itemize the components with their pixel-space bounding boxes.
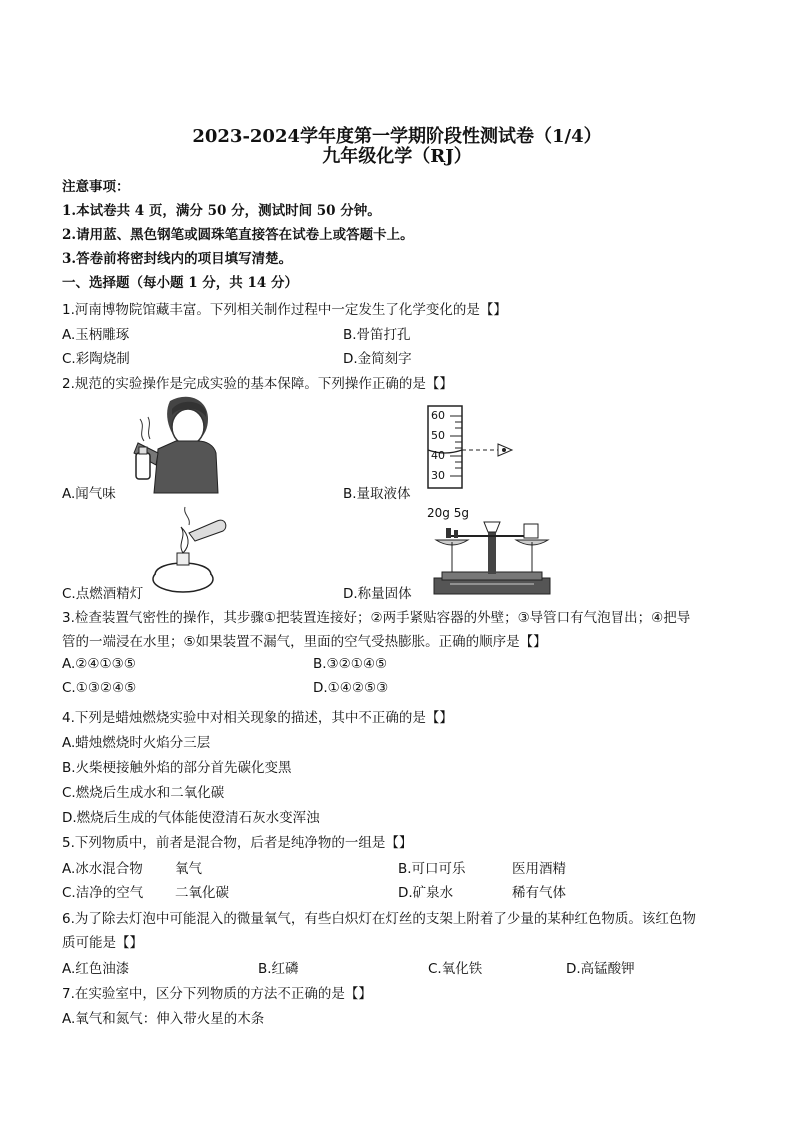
q6-stem-line1: 6.为了除去灯泡中可能混入的微量氧气，有些白炽灯在灯丝的支架上附着了少量的某种红色物质。该红色物 [62,911,696,927]
q7-option-a: A.氧气和氮气：伸入带火星的木条 [62,1011,265,1027]
q5-option-b-second: 医用酒精 [512,861,566,877]
balance-weights-label: 20g 5g [427,506,469,520]
cylinder-tick-40: 40 [431,449,445,462]
q3-option-b: B.③②①④⑤ [313,656,388,672]
q2-option-b: B.量取液体 [343,486,411,502]
q5-option-d-second: 稀有气体 [512,885,566,901]
q3-stem-line1: 3.检查装置气密性的操作，其步骤①把装置连接好；②两手紧贴容器的外壁；③导管口有气泡冒出；④把导 [62,610,691,626]
q7-stem: 7.在实验室中，区分下列物质的方法不正确的是【】 [62,986,372,1002]
q1-stem: 1.河南博物院馆藏丰富。下列相关制作过程中一定发生了化学变化的是【】 [62,302,507,318]
balance-figure [430,514,554,596]
q6-stem-line2: 质可能是【】 [62,935,143,951]
q2-stem: 2.规范的实验操作是完成实验的基本保障。下列操作正确的是【】 [62,376,453,392]
q1-option-a: A.玉柄雕琢 [62,327,130,343]
q1-option-b: B.骨笛打孔 [343,327,411,343]
cylinder-tick-30: 30 [431,469,445,482]
q5-option-b: B.可口可乐 [398,861,466,877]
note-item-2: 2.请用蓝、黑色钢笔或圆珠笔直接答在试卷上或答题卡上。 [62,227,414,243]
note-item-3: 3.答卷前将密封线内的项目填写清楚。 [62,251,293,267]
q2-option-a: A.闻气味 [62,486,116,502]
q3-option-c: C.①③②④⑤ [62,680,137,696]
q5-option-a-second: 氧气 [175,861,202,877]
q1-option-c: C.彩陶烧制 [62,351,130,367]
q6-option-a: A.红色油漆 [62,961,130,977]
q4-option-a: A.蜡烛燃烧时火焰分三层 [62,735,211,751]
smelling-gas-figure [128,393,224,497]
q4-stem: 4.下列是蜡烛燃烧实验中对相关现象的描述，其中不正确的是【】 [62,710,453,726]
q5-option-d: D.矿泉水 [398,885,454,901]
q6-option-b: B.红磷 [258,961,299,977]
alcohol-lamp-figure [145,503,230,595]
q3-stem-line2: 管的一端浸在水里；⑤如果装置不漏气，里面的空气受热膨胀。正确的顺序是【】 [62,634,547,650]
q5-stem: 5.下列物质中，前者是混合物，后者是纯净物的一组是【】 [62,835,413,851]
notes-heading: 注意事项： [62,179,130,195]
q2-option-c: C.点燃酒精灯 [62,586,144,602]
q1-option-d: D.金简刻字 [343,351,412,367]
section-heading: 一、选择题（每小题 1 分，共 14 分） [62,275,298,291]
exam-title: 2023-2024学年度第一学期阶段性测试卷（1/4） [192,126,602,147]
q4-option-c: C.燃烧后生成水和二氧化碳 [62,785,225,801]
note-item-1: 1.本试卷共 4 页，满分 50 分，测试时间 50 分钟。 [62,203,381,219]
q5-option-a: A.冰水混合物 [62,861,143,877]
q3-option-d: D.①④②⑤③ [313,680,389,696]
q5-option-c-second: 二氧化碳 [175,885,229,901]
cylinder-tick-60: 60 [431,409,445,422]
q5-option-c: C.洁净的空气 [62,885,144,901]
q3-option-a: A.②④①③⑤ [62,656,136,672]
q4-option-d: D.燃烧后生成的气体能使澄清石灰水变浑浊 [62,810,320,826]
q6-option-d: D.高锰酸钾 [566,961,635,977]
q4-option-b: B.火柴梗接触外焰的部分首先碳化变黑 [62,760,292,776]
q2-option-d: D.称量固体 [343,586,412,602]
q6-option-c: C.氧化铁 [428,961,483,977]
exam-subtitle: 九年级化学（RJ） [322,146,472,167]
cylinder-tick-50: 50 [431,429,445,442]
